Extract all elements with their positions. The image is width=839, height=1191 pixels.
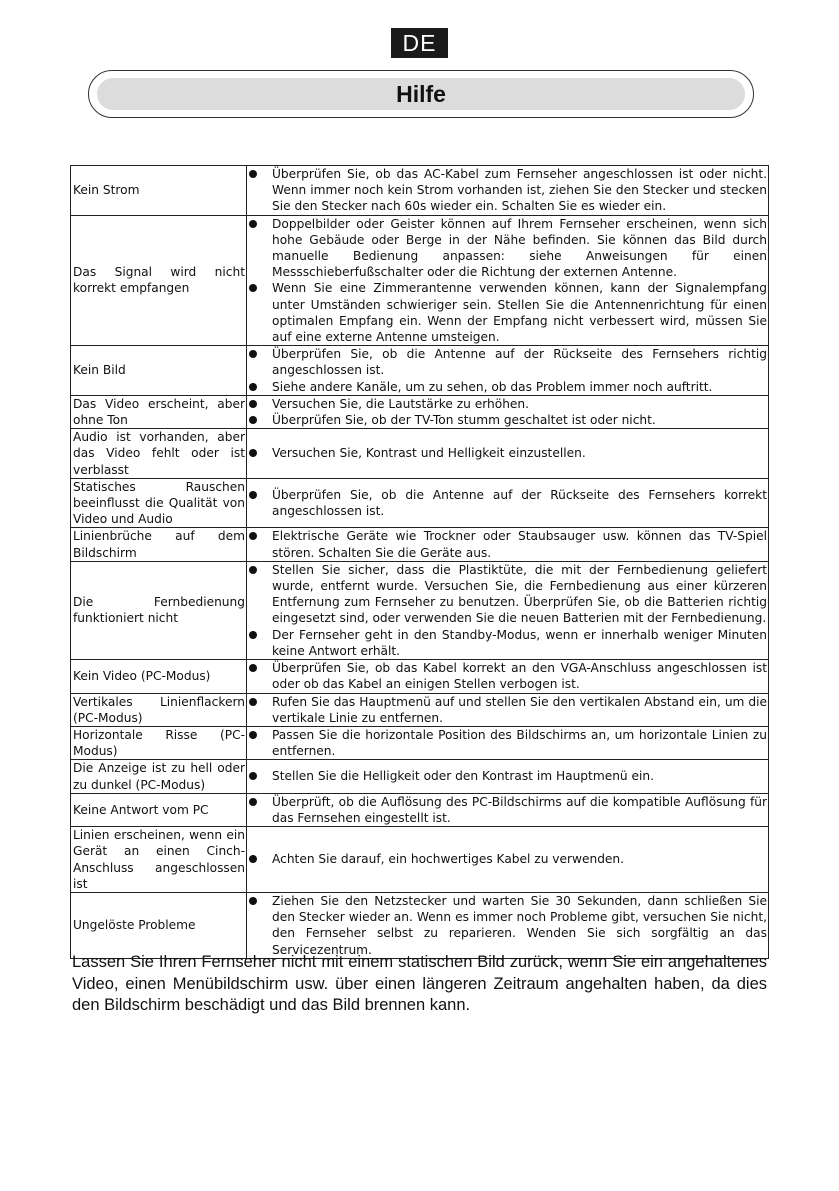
- problem-cell: Keine Antwort vom PC: [71, 793, 247, 826]
- solution-item: [249, 396, 767, 412]
- solution-text: Überprüfen Sie, ob die Antenne auf der Rückseite des Fernsehers korrekt angeschlossen ist.: [272, 487, 767, 519]
- solution-cell: [247, 478, 769, 528]
- solution-item: [249, 346, 767, 378]
- solution-text: Stellen Sie die Helligkeit oder den Kontrast im Hauptmenü ein.: [272, 769, 655, 784]
- solution-text: Siehe andere Kanäle, um zu sehen, ob das Problem immer noch auftritt.: [272, 379, 713, 394]
- problem-cell: Die Anzeige ist zu hell oder zu dunkel (PC-Modus): [71, 760, 247, 793]
- solution-item: [249, 280, 767, 345]
- solution-item: [249, 216, 767, 281]
- bullet-icon: [249, 566, 257, 574]
- bullet-icon: [249, 897, 257, 905]
- solution-list: [249, 768, 767, 784]
- solution-list: [249, 660, 767, 692]
- problem-cell: Das Signal wird nicht korrekt empfangen: [71, 215, 247, 346]
- solution-cell: [247, 215, 769, 346]
- bullet-icon: [249, 170, 257, 178]
- solution-cell: [247, 726, 769, 759]
- solution-item: [249, 727, 767, 759]
- solution-text: Rufen Sie das Hauptmenü auf und stellen Sie den vertikalen Abstand ein, um die vertikale Linie zu entfernen.: [272, 694, 767, 725]
- solution-item: [249, 660, 767, 692]
- bullet-icon: [249, 532, 257, 540]
- problem-cell: Statisches Rauschen beeinflusst die Qualität von Video und Audio: [71, 478, 247, 528]
- solution-cell: [247, 693, 769, 726]
- bullet-icon: [249, 416, 257, 424]
- solution-text: Überprüft, ob die Auflösung des PC-Bildschirms auf die kompatible Auflösung für das Fernsehen eingestellt ist.: [272, 794, 767, 825]
- solution-text: Überprüfen Sie, ob der TV-Ton stumm geschaltet ist oder nicht.: [272, 413, 656, 428]
- solution-list: [249, 216, 767, 346]
- table-row: [71, 726, 769, 759]
- problem-cell: Die Fernbedienung funktioniert nicht: [71, 561, 247, 659]
- bullet-icon: [249, 284, 257, 292]
- solution-item: [249, 768, 767, 784]
- solution-item: [249, 627, 767, 659]
- problem-cell: Audio ist vorhanden, aber das Video fehlt oder ist verblasst: [71, 429, 247, 479]
- bullet-icon: [249, 772, 257, 780]
- solution-cell: [247, 429, 769, 479]
- bullet-icon: [249, 491, 257, 499]
- bullet-icon: [249, 798, 257, 806]
- solution-text: Passen Sie die horizontale Position des Bildschirms an, um horizontale Linien zu entfernen.: [272, 727, 767, 759]
- solution-list: [249, 528, 767, 560]
- bullet-icon: [249, 855, 257, 863]
- solution-item: [249, 166, 767, 215]
- bullet-icon: [249, 350, 257, 358]
- solution-item: [249, 893, 767, 958]
- problem-cell: Kein Strom: [71, 166, 247, 216]
- table-row: [71, 793, 769, 826]
- page-title: Hilfe: [396, 81, 446, 107]
- table-row: [71, 429, 769, 479]
- solution-list: [249, 562, 767, 659]
- solution-item: [249, 562, 767, 627]
- solution-text: Versuchen Sie, Kontrast und Helligkeit einzustellen.: [272, 446, 586, 461]
- table-row: [71, 892, 769, 958]
- footer-warning-note: Lassen Sie Ihren Fernseher nicht mit einem statischen Bild zurück, wenn Sie ein angehaltenes Video, einen Menübildschirm usw. über einen längeren Zeitraum angehalten haben, da dies den Bildschirm beschädigt und das Bild brennen kann.: [72, 953, 767, 1014]
- bullet-icon: [249, 731, 257, 739]
- solution-list: [249, 694, 767, 726]
- solution-text: Stellen Sie sicher, dass die Plastiktüte, die mit der Fernbedienung geliefert wurde, entfernt wurde. Versuchen Sie, die Fernbedienung aus einer kürzeren Entfernung zum Fernseher zu benutzen. Überprüfen Sie, ob die Batterien richtig eingesetzt sind, oder verwenden Sie die neuen Batterien mit der Fernbedienung.: [272, 562, 767, 626]
- problem-cell: Horizontale Risse (PC-Modus): [71, 726, 247, 759]
- table-row: [71, 215, 769, 346]
- solution-cell: [247, 827, 769, 893]
- language-badge: DE: [391, 28, 448, 58]
- bullet-icon: [249, 400, 257, 408]
- solution-item: [249, 528, 767, 560]
- solution-text: Versuchen Sie, die Lautstärke zu erhöhen.: [272, 396, 530, 411]
- solution-list: [249, 794, 767, 826]
- solution-cell: [247, 346, 769, 396]
- solution-list: [249, 727, 767, 759]
- solution-item: [249, 851, 767, 867]
- problem-cell: Das Video erscheint, aber ohne Ton: [71, 395, 247, 428]
- page-title-frame: [88, 70, 754, 118]
- problem-cell: Linienbrüche auf dem Bildschirm: [71, 528, 247, 561]
- table-row: [71, 827, 769, 893]
- bullet-icon: [249, 220, 257, 228]
- table-row: [71, 561, 769, 659]
- solution-text: Überprüfen Sie, ob die Antenne auf der Rückseite des Fernsehers richtig angeschlossen ist.: [272, 347, 767, 378]
- solution-list: [249, 166, 767, 215]
- solution-cell: [247, 561, 769, 659]
- solution-text: Überprüfen Sie, ob das Kabel korrekt an den VGA-Anschluss angeschlossen ist oder ob das Kabel an einigen Stellen verbogen ist.: [272, 661, 767, 692]
- solution-list: [249, 396, 767, 428]
- table-row: [71, 660, 769, 693]
- bullet-icon: [249, 383, 257, 391]
- table-row: [71, 478, 769, 528]
- table-row: [71, 346, 769, 396]
- bullet-icon: [249, 631, 257, 639]
- bullet-icon: [249, 698, 257, 706]
- troubleshooting-table-body: [71, 166, 769, 959]
- solution-cell: [247, 528, 769, 561]
- solution-text: Achten Sie darauf, ein hochwertiges Kabel zu verwenden.: [272, 852, 625, 867]
- problem-cell: Ungelöste Probleme: [71, 892, 247, 958]
- solution-item: [249, 412, 767, 428]
- solution-cell: [247, 793, 769, 826]
- problem-cell: Kein Video (PC-Modus): [71, 660, 247, 693]
- page-title-bar: [97, 78, 745, 110]
- solution-item: [249, 445, 767, 461]
- solution-text: Elektrische Geräte wie Trockner oder Staubsauger usw. können das TV-Spiel stören. Schalten Sie die Geräte aus.: [272, 529, 767, 560]
- solution-list: [249, 346, 767, 395]
- table-row: [71, 528, 769, 561]
- table-row: [71, 693, 769, 726]
- solution-cell: [247, 166, 769, 216]
- table-row: [71, 166, 769, 216]
- solution-text: Doppelbilder oder Geister können auf Ihrem Fernseher erscheinen, wenn sich hohe Gebäude oder Berge in der Nähe befinden. Sie können das Bild durch manuelle Bedienung anpassen: siehe Anweisungen für einen Messschieberfußschalter oder die Richtung der externen Antenne.: [272, 216, 767, 280]
- solution-text: Wenn Sie eine Zimmerantenne verwenden können, kann der Signalempfang unter Umständen schwieriger sein. Stellen Sie die Antennenrichtung für einen optimalen Empfang ein. Wenn der Empfang nicht verbessert wird, müssen Sie auf eine externe Antenne umsteigen.: [272, 281, 767, 345]
- problem-cell: Linien erscheinen, wenn ein Gerät an einen Cinch-Anschluss angeschlossen ist: [71, 827, 247, 893]
- solution-list: [249, 851, 767, 867]
- solution-text: Ziehen Sie den Netzstecker und warten Sie 30 Sekunden, dann schließen Sie den Stecker wieder an. Wenn es immer noch Probleme gibt, versuchen Sie nicht, den Fernseher selbst zu reparieren. Wenden Sie sich sorgfältig an das Servicezentrum.: [272, 893, 767, 957]
- solution-list: [249, 487, 767, 519]
- solution-list: [249, 445, 767, 461]
- solution-cell: [247, 892, 769, 958]
- bullet-icon: [249, 664, 257, 672]
- solution-cell: [247, 760, 769, 793]
- solution-cell: [247, 395, 769, 428]
- bullet-icon: [249, 449, 257, 457]
- solution-item: [249, 379, 767, 395]
- troubleshooting-table: [70, 165, 769, 959]
- table-row: [71, 395, 769, 428]
- solution-list: [249, 893, 767, 958]
- problem-cell: Vertikales Linienflackern (PC-Modus): [71, 693, 247, 726]
- solution-item: [249, 794, 767, 826]
- table-row: [71, 760, 769, 793]
- solution-item: [249, 694, 767, 726]
- solution-item: [249, 487, 767, 519]
- solution-text: Überprüfen Sie, ob das AC-Kabel zum Fernseher angeschlossen ist oder nicht. Wenn immer noch kein Strom vorhanden ist, ziehen Sie den Stecker und stecken Sie den Stecker nach 60s wieder ein. Schalten Sie es wieder ein.: [272, 167, 767, 214]
- solution-cell: [247, 660, 769, 693]
- problem-cell: Kein Bild: [71, 346, 247, 396]
- solution-text: Der Fernseher geht in den Standby-Modus, wenn er innerhalb weniger Minuten keine Antwort erhält.: [272, 627, 767, 658]
